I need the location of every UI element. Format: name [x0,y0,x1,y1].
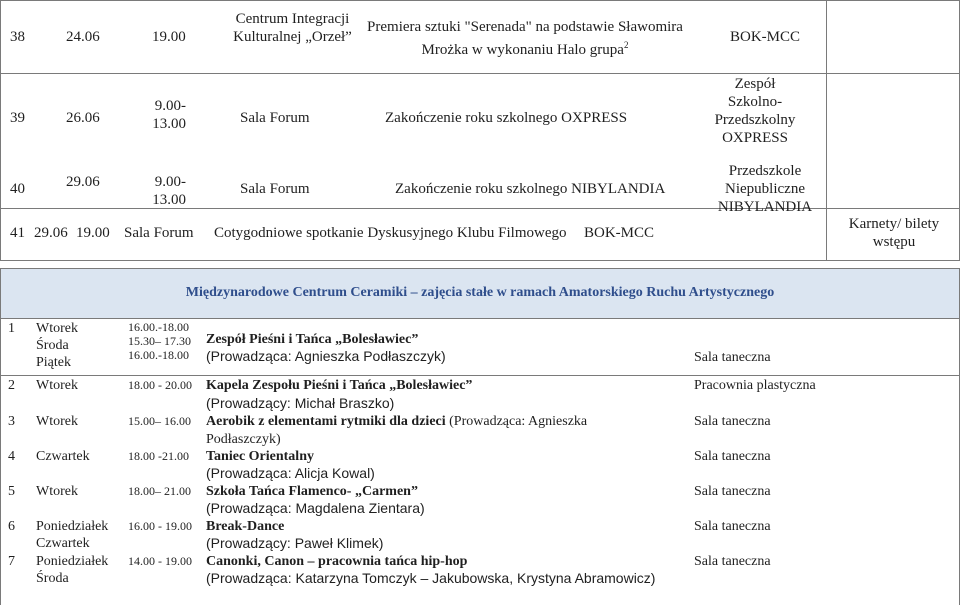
event-date: 29.06 [34,225,68,241]
class-name: Canonki, Canon – pracownia tańca hip-hop [206,554,468,569]
section-title: Międzynarodowe Centrum Ceramiki – zajęcia stałe w ramach Amatorskiego Ruchu Artystycznego [185,285,775,300]
class-day: Wtorek [36,484,78,499]
class-room: Sala taneczna [694,449,771,464]
class-name: Taniec Orientalny [206,449,314,464]
class-instructor-cont: Podłaszczyk) [206,432,281,447]
event-number: 39 [10,110,25,126]
class-name: Szkoła Tańca Flamenco- „Carmen” [206,484,418,499]
class-days: Poniedziałek Środa [36,554,109,586]
class-time: 18.00– 21.00 [128,484,191,498]
table-border [0,260,960,261]
class-name: Zespół Pieśni i Tańca „Bolesławiec” [206,332,419,347]
event-organizer: BOK-MCC [584,225,655,241]
event-organizer: BOK-MCC [730,29,801,45]
class-instructor: (Prowadzący: Paweł Klimek) [206,535,384,551]
event-number: 40 [10,181,25,197]
class-number: 7 [8,554,15,569]
class-number: 1 [8,321,15,336]
event-date: 24.06 [66,29,100,45]
class-description [206,413,587,430]
event-organizer: Przedszkole Niepubliczne NIBYLANDIA [717,163,813,215]
class-day: Wtorek [36,378,78,393]
event-number: 41 [10,225,25,241]
class-number: 2 [8,378,15,393]
class-name: Break-Dance [206,519,285,534]
class-day: Czwartek [36,449,90,464]
class-number: 4 [8,449,15,464]
event-number: 38 [10,29,25,45]
class-days: Wtorek Środa Piątek [36,321,78,370]
event-time: 19.00 [152,29,186,45]
event-place: Sala Forum [124,225,194,241]
table-border [0,375,960,376]
class-instructor: (Prowadząca: Alicja Kowal) [206,465,375,481]
class-instructor: (Prowadząca: Agnieszka Podłaszczyk) [206,348,446,364]
class-room: Pracownia plastyczna [694,378,816,393]
class-day: Wtorek [36,414,78,429]
event-title: Zakończenie roku szkolnego OXPRESS [385,110,628,126]
event-place: Sala Forum [240,181,310,197]
class-name: Aerobik z elementami rytmiki dla dzieci [206,414,446,429]
event-title: Premiera sztuki "Serenada" na podstawie Sławomira Mrożka w wykonaniu Halo grupa$^2$ [367,19,683,58]
event-title: Zakończenie roku szkolnego NIBYLANDIA [395,181,666,197]
class-time: 18.00 -21.00 [128,449,189,463]
event-time: 9.00- 13.00 [152,98,186,132]
event-organizer: Zespół Szkolno- Przedszkolny OXPRESS [714,76,796,146]
class-number: 5 [8,484,15,499]
class-instructor: (Prowadząca: Agnieszka [449,414,588,429]
class-time: 14.00 - 19.00 [128,554,192,568]
class-days: Poniedziałek Czwartek [36,519,109,551]
event-place: Centrum Integracji Kulturalnej „Orzeł” [233,11,352,45]
table-border [0,317,1,605]
event-date: 26.06 [66,110,100,126]
class-instructor: (Prowadząca: Katarzyna Tomczyk – Jakubowska, Krystyna Abramowicz) [206,570,656,586]
class-instructor: (Prowadząca: Magdalena Zientara) [206,500,425,516]
event-tickets: Karnety/ bilety wstępu [848,216,940,250]
table-border [0,73,960,74]
class-number: 3 [8,414,15,429]
event-place: Sala Forum [240,110,310,126]
class-time: 18.00 - 20.00 [128,378,192,392]
class-times: 16.00.-18.00 15.30– 17.30 16.00.-18.00 [128,320,191,362]
table-border [0,0,1,260]
class-room: Sala taneczna [694,554,771,569]
table-border [0,0,960,1]
class-name: Kapela Zespołu Pieśni i Tańca „Bolesławiec” [206,378,473,393]
event-time: 9.00- 13.00 [152,174,186,208]
class-room: Sala taneczna [694,414,771,429]
table-border [826,0,827,260]
event-time: 19.00 [76,225,110,241]
class-room: Sala taneczna [694,350,771,365]
event-title: Cotygodniowe spotkanie Dyskusyjnego Klubu Filmowego [214,225,567,241]
class-instructor: (Prowadzący: Michał Braszko) [206,395,395,411]
class-number: 6 [8,519,15,534]
class-room: Sala taneczna [694,484,771,499]
class-time: 16.00 - 19.00 [128,519,192,533]
class-time: 15.00– 16.00 [128,414,191,428]
class-room: Sala taneczna [694,519,771,534]
event-date: 29.06 [66,174,100,190]
